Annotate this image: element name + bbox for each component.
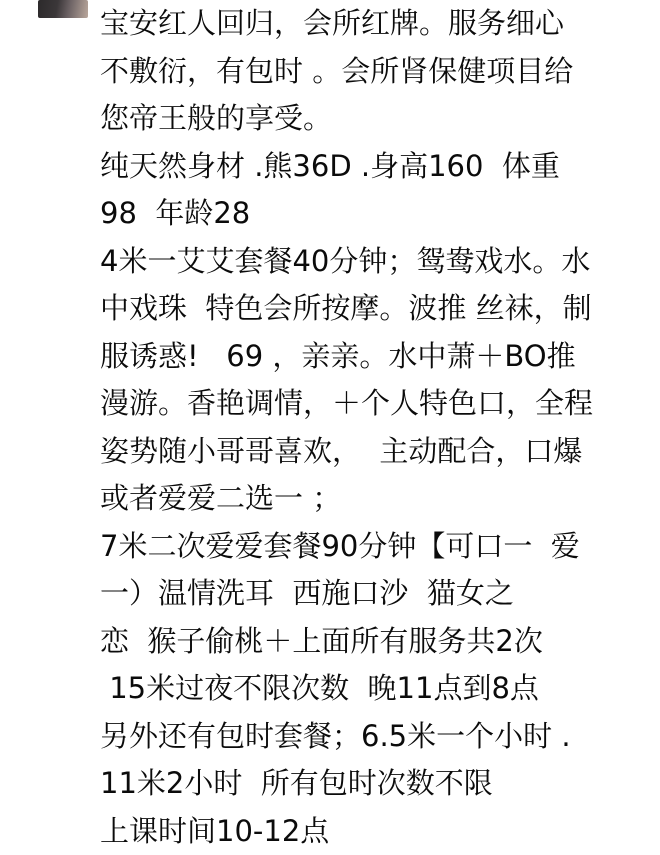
- text-line: 不敷衍，有包时 。会所肾保健项目给: [100, 48, 660, 96]
- text-line: 11米2小时 所有包时次数不限: [100, 760, 660, 808]
- text-line: 姿势随小哥哥喜欢， 主动配合，口爆: [100, 428, 660, 476]
- text-line: 7米二次爱爱套餐90分钟【可口一 爱: [100, 523, 660, 571]
- text-line: 另外还有包时套餐；6.5米一个小时 .: [100, 713, 660, 761]
- text-line: 漫游。香艳调情，＋个人特色口，全程: [100, 380, 660, 428]
- photo-thumbnail-fragment: [38, 0, 88, 18]
- text-line: 98 年龄28: [100, 190, 660, 238]
- text-line: 您帝王般的享受。: [100, 95, 660, 143]
- text-line: 上课时间10-12点: [100, 808, 660, 855]
- text-line: 纯天然身材 .熊36D .身高160 体重: [100, 143, 660, 191]
- text-line: 一）温情洗耳 西施口沙 猫女之: [100, 570, 660, 618]
- text-line: 恋 猴子偷桃＋上面所有服务共2次: [100, 618, 660, 666]
- message-text-block: [100, 0, 660, 855]
- text-line: 15米过夜不限次数 晚11点到8点: [100, 665, 660, 713]
- text-line: 宝安红人回归，会所红牌。服务细心: [100, 0, 660, 48]
- text-line: 服诱惑! 69 ，亲亲。水中萧＋BO推: [100, 333, 660, 381]
- text-line: 或者爱爱二选一 ；: [100, 475, 660, 523]
- text-line: 4米一艾艾套餐40分钟；鸳鸯戏水。水: [100, 238, 660, 286]
- text-line: 中戏珠 特色会所按摩。波推 丝袜，制: [100, 285, 660, 333]
